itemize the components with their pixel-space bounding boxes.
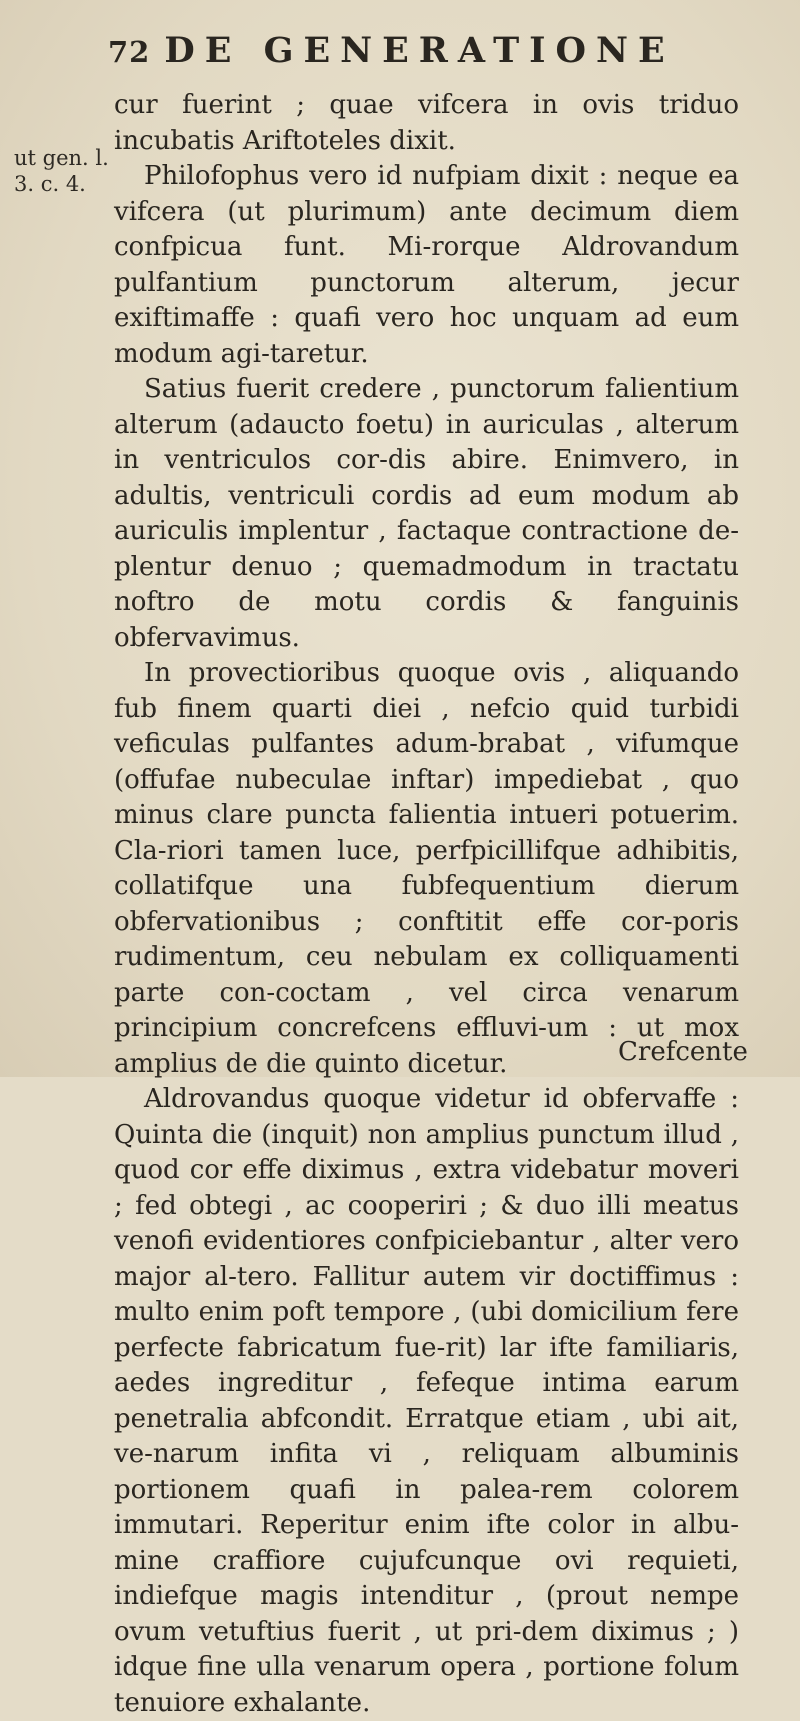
margin-note-line: 3. c. 4. [14,172,86,196]
paragraph-2: Philofophus vero id nufpiam dixit : neque ea vifcera (ut plurimum) ante decimum diem confpicua funt. Mi-rorque Aldrovandum pulfantium punctorum alterum, jecur exiftimaffe : quafi vero hoc unquam ad eum modum agi-taretur. [114,161,739,369]
margin-note [14,145,109,197]
paragraph-4: In provectioribus quoque ovis , aliquando fub finem quarti diei , nefcio quid turbidi veficulas pulfantes adum-brabat , vifumque (offufae nubeculae inftar) impediebat , quo minus clare puncta falientia intueri potuerim. Cla-riori tamen luce, perfpicillifque adhibitis, collatifque una fubfequentium dierum obfervationibus ; conftitit effe cor-poris rudimentum, ceu nebulam ex colliquamenti parte con-coctam , vel circa venarum principium concrefcens effluvi-um : ut mox amplius de die quinto dicetur. [114,658,739,1079]
paragraph-5: Aldrovandus quoque videtur id obfervaffe : Quinta die (inquit) non amplius punctum illud , quod cor effe diximus , extra videbatur moveri ; fed obtegi , ac cooperiri ; & duo illi meatus venofi evidentiores confpiciebantur , alter vero major al-tero. Fallitur autem vir doctiffimus : multo enim poft tempore , (ubi domicilium fere perfecte fabricatum fue-rit) lar ifte familiaris, aedes ingreditur , fefeque intima earum penetralia abfcondit. Erratque etiam , ubi ait, ve-narum infita vi , reliquam albuminis portionem quafi in palea-rem colorem immutari. Reperitur enim ifte color in albu-mine craffiore cujufcunque ovi requieti, indiefque magis intenditur , (prout nempe ovum vetuftius fuerit , ut pri-dem diximus ; ) idque fine ulla venarum opera , portione folum tenuiore exhalante. [114,1084,739,1718]
margin-note-line: ut gen. l. [14,146,109,170]
body-text [114,88,739,1721]
paragraph-3: Satius fuerit credere , punctorum falientium alterum (adaucto foetu) in auriculas , alterum in ventriculos cor-dis abire. Enimvero, in adultis, ventriculi cordis ad eum modum ab auriculis implentur , factaque contractione de-plentur denuo ; quemadmodum in tractatu noftro de motu cordis & fanguinis obfervavimus. [114,374,739,653]
paragraph-1: cur fuerint ; quae vifcera in ovis triduo incubatis Ariftoteles dixit. [114,90,739,156]
page-header [108,30,675,71]
running-title: DE GENERATIONE [164,30,675,71]
page-number: 72 [108,35,151,69]
catchword: Crefcente [618,1037,748,1067]
